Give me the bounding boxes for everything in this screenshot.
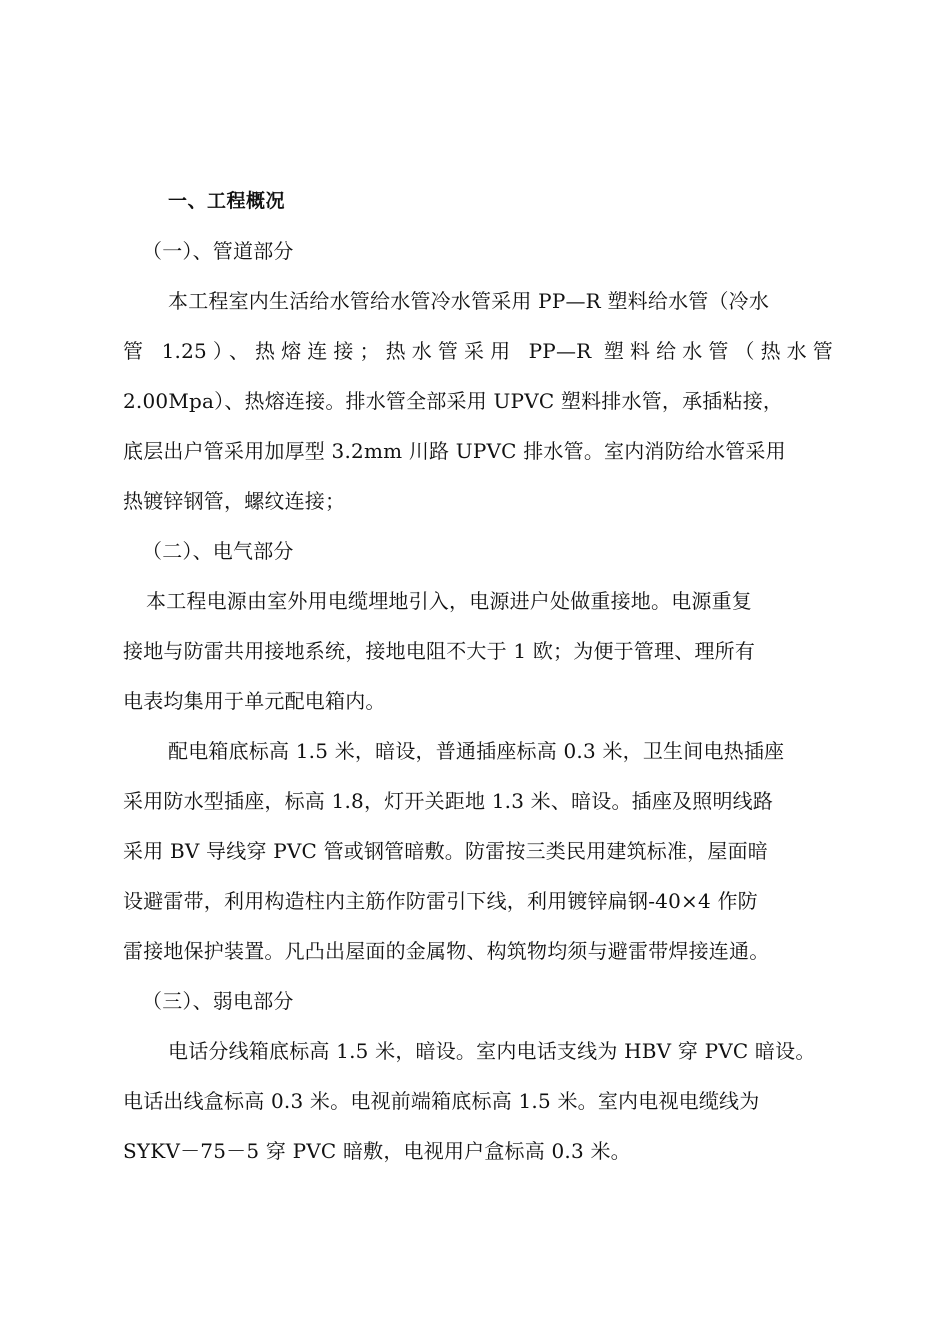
weak-line-3: SYKV－75－5 穿 PVC 暗敷，电视用户盒标高 0.3 米。 <box>123 1139 631 1163</box>
electric-p1-line-2: 接地与防雷共用接地系统，接地电阻不大于 1 欧；为便于管理、理所有 <box>123 639 756 663</box>
pipe-heading: （一）、管道部分 <box>142 239 294 263</box>
pipe-line-1: 本工程室内生活给水管给水管冷水管采用 PP—R 塑料给水管（冷水 <box>168 289 770 313</box>
pipe-line-4: 底层出户管采用加厚型 3.2mm 川路 UPVC 排水管。室内消防给水管采用 <box>123 439 786 463</box>
electric-heading: （二）、电气部分 <box>142 539 294 563</box>
weak-heading: （三）、弱电部分 <box>142 989 294 1013</box>
weak-line-2: 电话出线盒标高 0.3 米。电视前端箱底标高 1.5 米。室内电视电缆线为 <box>123 1089 760 1113</box>
electric-p2-line-5: 雷接地保护装置。凡凸出屋面的金属物、构筑物均须与避雷带焊接连通。 <box>123 939 770 963</box>
electric-p1-line-3: 电表均集用于单元配电箱内。 <box>123 689 386 713</box>
section-title: 一、工程概况 <box>168 190 286 212</box>
electric-p2-line-2: 采用防水型插座，标高 1.8，灯开关距地 1.3 米、暗设。插座及照明线路 <box>123 789 774 813</box>
pipe-line-2: 管 1.25）、热熔连接；热水管采用 PP—R 塑料给水管（热水管 <box>123 339 833 363</box>
electric-p2-line-3: 采用 BV 导线穿 PVC 管或钢管暗敷。防雷按三类民用建筑标准，屋面暗 <box>123 839 768 863</box>
weak-line-1: 电话分线箱底标高 1.5 米，暗设。室内电话支线为 HBV 穿 PVC 暗设。 <box>168 1039 816 1063</box>
electric-p2-line-1: 配电箱底标高 1.5 米，暗设，普通插座标高 0.3 米，卫生间电热插座 <box>168 739 785 763</box>
electric-p2-line-4: 设避雷带，利用构造柱内主筋作防雷引下线，利用镀锌扁钢-40×4 作防 <box>123 889 758 913</box>
pipe-line-5: 热镀锌钢管，螺纹连接； <box>123 489 346 513</box>
pipe-line-3: 2.00Mpa）、热熔连接。排水管全部采用 UPVC 塑料排水管，承插粘接， <box>123 389 784 413</box>
electric-p1-line-1: 本工程电源由室外用电缆埋地引入，电源进户处做重接地。电源重复 <box>146 589 752 613</box>
